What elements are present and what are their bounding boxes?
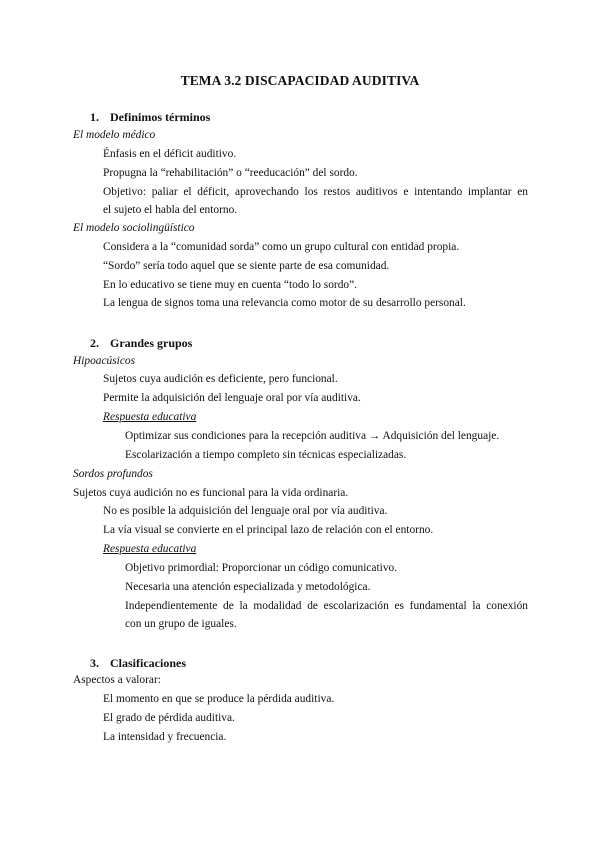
list-item: La lengua de signos toma una relevancia como motor de su desarrollo personal. — [103, 297, 466, 309]
respuesta-educativa-label: Respuesta educativa — [103, 543, 197, 555]
list-item: Propugna la “rehabilitación” o “reeducación” del sordo. — [103, 167, 358, 179]
list-item: “Sordo” sería todo aquel que se siente parte de esa comunidad. — [103, 260, 390, 272]
list-item: Énfasis en el déficit auditivo. — [103, 148, 237, 160]
group-intro: Sujetos cuya audición no es funcional para la vida ordinaria. — [73, 487, 349, 499]
list-item: La vía visual se convierte en el principal lazo de relación con el entorno. — [103, 524, 434, 536]
section-number: 3. — [90, 656, 99, 670]
list-item: Necesaria una atención especializada y metodológica. — [125, 581, 371, 593]
list-item: Objetivo: paliar el déficit, aprovechando los restos auditivos e intentando implantar en — [103, 186, 528, 198]
section-heading-grandes-grupos — [90, 336, 192, 351]
list-item-continuation: el sujeto el habla del entorno. — [103, 204, 238, 216]
list-item: No es posible la adquisición del lenguaje oral por vía auditiva. — [103, 505, 388, 517]
respuesta-educativa-label: Respuesta educativa — [103, 411, 197, 423]
list-item: El grado de pérdida auditiva. — [103, 712, 235, 724]
section-title: Clasificaciones — [110, 656, 186, 670]
list-item: Sujetos cuya audición es deficiente, pero funcional. — [103, 373, 338, 385]
list-item: Independientemente de la modalidad de escolarización es fundamental la conexión — [125, 600, 528, 612]
section-title: Definimos términos — [110, 110, 211, 124]
subheading-hipoacusicos: Hipoacúsicos — [73, 355, 136, 367]
list-item: Optimizar sus condiciones para la recepción auditiva → Adquisición del lenguaje. — [125, 430, 500, 442]
list-item: En lo educativo se tiene muy en cuenta “todo lo sordo”. — [103, 279, 357, 291]
page-title: TEMA 3.2 DISCAPACIDAD AUDITIVA — [180, 73, 420, 88]
list-item-continuation: con un grupo de iguales. — [125, 618, 237, 630]
list-item: Objetivo primordial: Proporcionar un código comunicativo. — [125, 562, 398, 574]
list-item: Considera a la “comunidad sorda” como un grupo cultural con entidad propia. — [103, 241, 460, 253]
section-heading-clasificaciones — [90, 656, 186, 671]
list-item: La intensidad y frecuencia. — [103, 731, 227, 743]
list-item: El momento en que se produce la pérdida auditiva. — [103, 693, 335, 705]
section-title: Grandes grupos — [110, 336, 193, 350]
list-item: Permite la adquisición del lenguaje oral por vía auditiva. — [103, 392, 361, 404]
section-number: 1. — [90, 110, 99, 124]
section-heading-definimos — [90, 110, 210, 125]
subheading-modelo-sociolinguistico: El modelo sociolingüístico — [73, 222, 195, 234]
section-intro: Aspectos a valorar: — [73, 674, 161, 686]
section-number: 2. — [90, 336, 99, 350]
subheading-modelo-medico: El modelo médico — [73, 129, 156, 141]
list-item: Escolarización a tiempo completo sin técnicas especializadas. — [125, 449, 407, 461]
subheading-sordos-profundos: Sordos profundos — [73, 468, 153, 480]
